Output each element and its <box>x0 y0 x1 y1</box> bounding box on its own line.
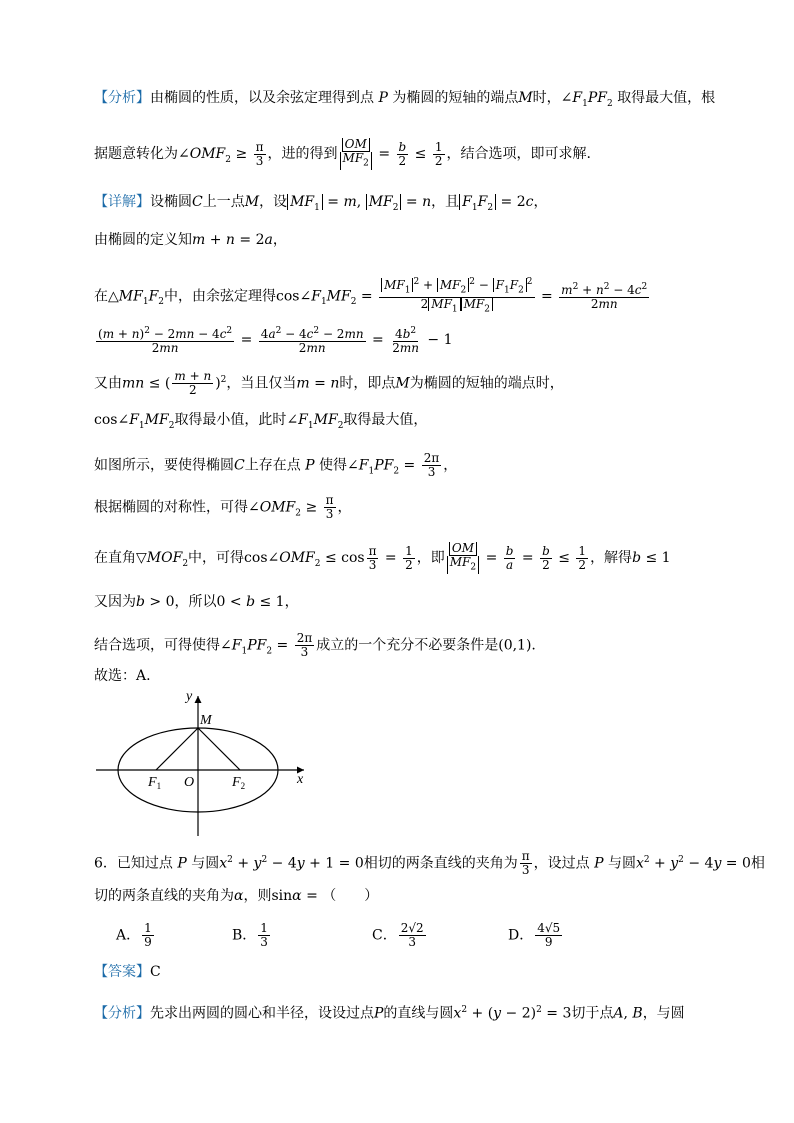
label-m: M <box>200 713 212 728</box>
label-f2: $F_2$ <box>232 775 246 791</box>
detail-line-11: 结合选项，可得使得$\angle F_1PF_2$ = $\frac{2\pi}{3}$ 成立的一个充分不必要条件是(0,1). <box>94 631 536 659</box>
detail-tag: 【详解】 <box>94 194 150 210</box>
detail-line-5: 又由mn ≤ ( $\frac{m + n}{2}$ )$^2$，当且仅当m = n时，即点M为椭圆的短轴的端点时， <box>94 369 564 398</box>
option-d[interactable]: D． $\frac{4√5}{9}$ <box>508 921 561 949</box>
detail-line-2: 由椭圆的定义知m + n = 2a， <box>94 232 287 248</box>
label-f1: $F_1$ <box>148 775 162 791</box>
answer-value: C <box>150 964 161 980</box>
analysis-line-2: 据题意转化为$\angle OMF_2$ ≥ $\frac{\pi}{3}$ ，进的得到 $\frac{OM}{MF_2}$ = $\frac{b}{2}$ ≤ $\frac{1}{2}$ ，结合选项，即可求解. <box>94 137 591 169</box>
option-c[interactable]: C． $\frac{2√2}{3}$ <box>372 921 424 949</box>
detail-line-7: 如图所示，要使得椭圆C上存在点 P 使得$\angle F_1PF_2$ = $\frac{2\pi}{3}$ ， <box>94 451 458 479</box>
option-a[interactable]: A． $\frac{1}{9}$ <box>116 921 152 949</box>
label-y: y <box>186 689 193 704</box>
detail-line-9: 在直角$▽MOF_2$中，可得$\cos\angle OMF_2 \le \cos$ $\frac{\pi}{3}$ = $\frac{1}{2}$ ，即 $\frac{OM}{MF_2}$ = $\frac{b}{a}$ = $\frac{b}{2}$ ≤ $\frac{1}{2}$ ，解得b ≤ 1 <box>94 541 671 573</box>
detail-line-4: $\frac{(m + n)^2 - 2mn - 4c^2}{2mn}$ = $\frac{4a^2 - 4c^2 - 2mn}{2mn}$ = $\frac{4b^2}{2mn}$ − 1 <box>98 326 453 355</box>
detail-line-12: 故选：A. <box>94 668 151 684</box>
detail-line-10: 又因为b > 0，所以0 < b ≤ 1， <box>94 594 299 610</box>
answer-tag: 【答案】 <box>94 964 150 980</box>
segment-mf1 <box>156 728 198 770</box>
question-6-line-1: 6．已知过点 P 与圆$x^2 + y^2 - 4y + 1 = 0$相切的两条直线的夹角为 $\frac{\pi}{3}$ ，设过点 P 与圆$x^2 + y^2 - 4y = 0$相 <box>94 849 765 878</box>
label-x: x <box>297 772 304 787</box>
analysis-tag: 【分析】 <box>94 90 150 106</box>
detail-line-1: 【详解】设椭圆C上一点M，设 $MF_1 = m$, $MF_2 = n$，且 $F_1F_2 = 2c$， <box>94 194 548 213</box>
option-b[interactable]: B． $\frac{1}{3}$ <box>232 921 268 949</box>
ellipse-figure <box>94 686 314 840</box>
segment-mf2 <box>198 728 240 770</box>
question-6-line-2: 切的两条直线的夹角为α，则sinα = （ ） <box>94 888 379 904</box>
label-o: O <box>184 775 195 790</box>
detail-line-6: $\cos\angle F_1MF_2$取得最小值，此时$\angle F_1MF_2$取得最大值， <box>94 412 428 431</box>
answer-line <box>94 962 704 982</box>
analysis-line-1: 【分析】由椭圆的性质，以及余弦定理得到点 P 为椭圆的短轴的端点M时，$\angle F_1PF_2$ 取得最大值，根 <box>94 90 716 109</box>
analysis-tag-2: 【分析】 <box>94 1005 150 1022</box>
detail-line-3: 在$\triangle MF_1F_2$中，由余弦定理得$\cos\angle F_1MF_2$ = $\frac{MF_1^2 + MF_2^2 - F_1F_2^2}{2 MF_1 MF_2}$ = $\frac{m^2 + n^2 - 4c^2}{2mn}$ <box>94 277 648 315</box>
detail-line-8: 根据椭圆的对称性，可得$\angle OMF_2$ ≥ $\frac{\pi}{3}$ ， <box>94 493 352 521</box>
question-6-analysis: 【分析】先求出两圆的圆心和半径，设设过点P的直线与圆$x^2 + (y - 2)^2 = 3$切于点A, B，与圆 <box>94 1005 685 1022</box>
